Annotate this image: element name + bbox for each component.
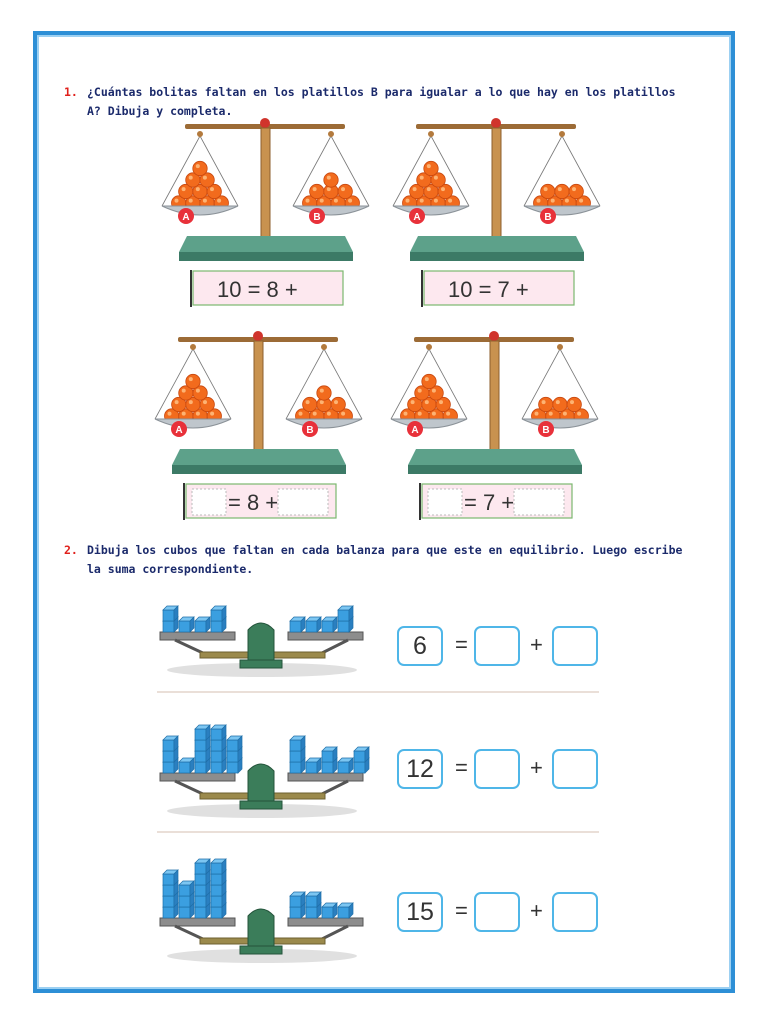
ball [424,161,438,175]
equation-text: 10 = 7 + [448,277,529,302]
ball-highlight [420,176,424,180]
total-box: 6 [397,626,443,666]
pan-hook [559,131,565,137]
cube-equation-row [397,892,602,938]
ball-highlight [306,400,310,404]
scale-top-knob [253,331,263,341]
blank-box [428,489,462,515]
ball-highlight [299,412,303,416]
platform-top [179,236,353,252]
scale-top-knob [489,331,499,341]
ball-highlight [210,187,214,191]
ball-highlight [313,412,317,416]
pan-dish [155,419,231,428]
ball-highlight [420,199,424,203]
pan-hook [557,344,563,350]
pan-dish [162,206,238,215]
pan-label: B [306,425,314,436]
ball-highlight [432,389,436,393]
ball-highlight [203,176,207,180]
ball-highlight [563,412,567,416]
platform-side [408,465,582,474]
pan-label: B [313,212,321,223]
pan-dish [391,419,467,428]
ball-highlight [196,164,200,168]
pan-hook [197,131,203,137]
ball-highlight [549,412,553,416]
ball-highlight [441,187,445,191]
balance-scale [155,331,362,520]
plus-sign: + [530,755,543,780]
platform-side [410,252,584,261]
ball [193,161,207,175]
ball-highlight [182,412,186,416]
ball-highlight [404,412,408,416]
ball-highlight [577,412,581,416]
ball-highlight [334,199,338,203]
blank-box [192,489,226,515]
ball-highlight [572,187,576,191]
platform-side [172,465,346,474]
total-box: 15 [397,892,443,932]
ball-highlight [341,187,345,191]
cube-equation-row [397,626,602,672]
answer-box[interactable] [474,749,520,789]
ball-highlight [341,412,345,416]
ball-highlight [320,389,324,393]
scale-post [254,341,263,453]
scale-post [490,341,499,453]
ball-highlight [189,199,193,203]
ball-highlight [189,400,193,404]
question-2 [64,541,694,579]
ball-highlight [168,412,172,416]
ball [303,397,317,411]
ball-highlight [413,187,417,191]
question-text: ¿Cuántas bolitas faltan en los platillos B para igualar a lo que hay en los platillos A? Dibuja y completa. [87,85,676,118]
plus-sign: + [530,898,543,923]
ball-highlight [182,389,186,393]
ball-highlight [203,199,207,203]
pan-dish [522,419,598,428]
ball [422,374,436,388]
pan-hook [328,131,334,137]
ball-highlight [542,400,546,404]
divider [157,831,599,833]
answer-box[interactable] [552,892,598,932]
ball [310,184,324,198]
pan-dish [524,206,600,215]
equals-sign: = [455,898,468,923]
ball-highlight [544,187,548,191]
ball-highlight [434,176,438,180]
ball [331,397,345,411]
ball-highlight [556,400,560,404]
ball-highlight [432,412,436,416]
total-box: 12 [397,749,443,789]
ball-highlight [327,412,331,416]
ball-highlight [196,187,200,191]
ball-highlight [348,199,352,203]
pan-label: A [175,425,183,436]
ball-highlight [334,400,338,404]
pan-label: A [411,425,419,436]
pan-hook [190,344,196,350]
ball-highlight [434,199,438,203]
ball-highlight [189,377,193,381]
divider [157,691,599,693]
cube-equation-row [397,749,602,795]
balance-scale [393,118,600,307]
scale-post [261,128,270,240]
ball [553,397,567,411]
ball-highlight [448,199,452,203]
ball [324,173,338,187]
pan-label: B [544,212,552,223]
ball-highlight [425,400,429,404]
ball-highlight [537,199,541,203]
pan-hook [426,344,432,350]
ball-highlight [446,412,450,416]
pan-dish [286,419,362,428]
pan-label: A [182,212,190,223]
ball-highlight [189,176,193,180]
ball-highlight [551,199,555,203]
ball-highlight [425,377,429,381]
ball-highlight [427,164,431,168]
pan-hook [428,131,434,137]
question-number: 2. [64,543,78,557]
ball-highlight [175,400,179,404]
ball [541,184,555,198]
ball-highlight [203,400,207,404]
scale-top-knob [491,118,501,128]
blank-box [514,489,564,515]
ball [338,184,352,198]
scale-post [492,128,501,240]
ball-highlight [210,412,214,416]
ball-highlight [196,389,200,393]
platform-side [179,252,353,261]
balance-scale [162,118,369,307]
ball [186,374,200,388]
ball-highlight [182,187,186,191]
pan-hook [321,344,327,350]
ball [567,397,581,411]
ball-highlight [427,187,431,191]
platform-top [410,236,584,252]
ball-highlight [175,199,179,203]
ball [569,184,583,198]
blank-box [278,489,328,515]
ball [539,397,553,411]
ball-highlight [196,412,200,416]
equation-text: = 7 + [464,490,515,515]
equation-text: 10 = 8 + [217,277,298,302]
ball-highlight [327,176,331,180]
answer-box[interactable] [552,749,598,789]
balance-scale [391,331,598,520]
ball-highlight [558,187,562,191]
question-text: Dibuja los cubos que faltan en cada balanza para que este en equilibrio. Luego escribe la suma correspondiente. [87,543,683,576]
scale-top-knob [260,118,270,128]
ball-highlight [217,199,221,203]
ball-highlight [320,199,324,203]
pan-dish [293,206,369,215]
ball-highlight [570,400,574,404]
ball-highlight [579,199,583,203]
platform-top [172,449,346,465]
ball [555,184,569,198]
equation-text: = 8 + [228,490,279,515]
pan-dish [393,206,469,215]
answer-box[interactable] [474,626,520,666]
plus-sign: + [530,632,543,657]
pan-label: B [542,425,550,436]
answer-box[interactable] [474,892,520,932]
ball-highlight [327,187,331,191]
ball-highlight [313,187,317,191]
ball-highlight [418,412,422,416]
ball [317,386,331,400]
ball-highlight [406,199,410,203]
ball-highlight [320,400,324,404]
question-number: 1. [64,85,78,99]
equals-sign: = [455,632,468,657]
equals-sign: = [455,755,468,780]
platform-top [408,449,582,465]
ball-highlight [565,199,569,203]
ball-highlight [418,389,422,393]
answer-box[interactable] [552,626,598,666]
ball-highlight [535,412,539,416]
ball-highlight [411,400,415,404]
pan-label: A [413,212,421,223]
ball-highlight [439,400,443,404]
ball-highlight [306,199,310,203]
